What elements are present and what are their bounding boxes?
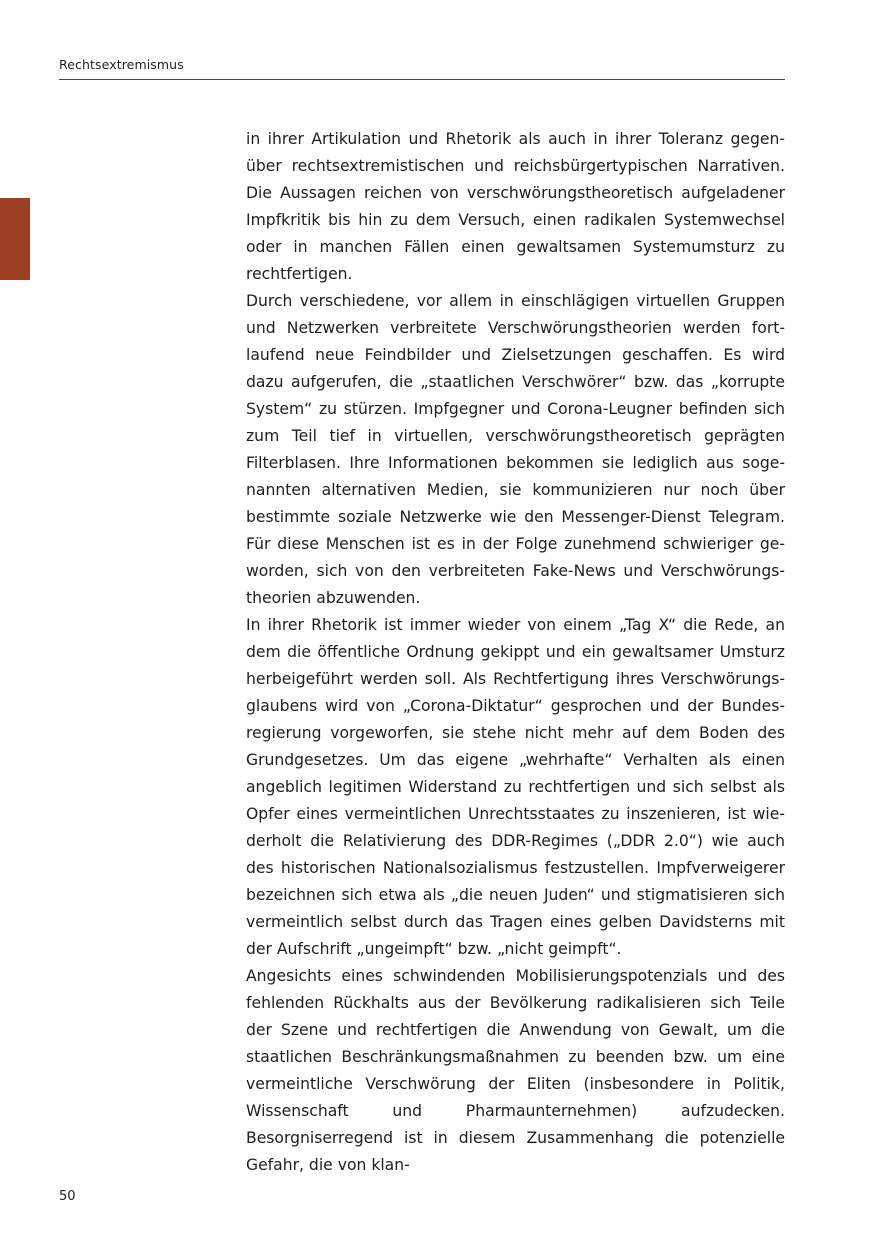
paragraph-1: in ihrer Artikulation und Rhetorik als auch in ihrer Toleranz gegenüber rechtsextremistischen und reichsbürgertypischen Narrativen. Die Aussagen reichen von verschwörungstheoretisch aufgeladener Impfkritik bis hin zu dem Versuch, einen radikalen Systemwechsel oder in manchen Fällen einen gewaltsamen Systemumsturz zu rechtfertigen. [246, 130, 785, 283]
paragraph-3: In ihrer Rhetorik ist immer wieder von einem „Tag X“ die Rede, an dem die öffentliche Ordnung gekippt und ein gewaltsamer Umsturz herbeigeführt werden soll. Als Rechtfertigung ihres Verschwörungsglaubens wird von „Corona-Diktatur“ gesprochen und der Bundesregierung vorgeworfen, sie stehe nicht mehr auf dem Boden des Grundgesetzes. Um das eigene „wehrhafte“ Verhalten als einen angeblich legitimen Widerstand zu rechtfertigen und sich selbst als Opfer eines vermeintlichen Unrechtsstaates zu inszenieren, ist wiederholt die Relativierung des DDR-Regimes („DDR 2.0“) wie auch des historischen Nationalsozialismus festzustellen. Impfverweigerer bezeichnen sich etwa als „die neuen Juden“ und stigmatisieren sich vermeintlich selbst durch das Tragen eines gelben Davidsterns mit der Aufschrift „ungeimpft“ bzw. „nicht geimpft“. [246, 616, 785, 958]
paragraph-2: Durch verschiedene, vor allem in einschlägigen virtuellen Gruppen und Netzwerken verbreitete Verschwörungstheorien werden fortlaufend neue Feindbilder und Zielsetzungen geschaffen. Es wird dazu aufgerufen, die „staatlichen Verschwörer“ bzw. das „korrupte System“ zu stürzen. Impfgegner und Corona-Leugner befinden sich zum Teil tief in virtuellen, verschwörungstheoretisch geprägten Filterblasen. Ihre Informationen bekommen sie lediglich aus sogenannten alternativen Medien, sie kommunizieren nur noch über bestimmte soziale Netzwerke wie den Messenger-Dienst Telegram. Für diese Menschen ist es in der Folge zunehmend schwieriger geworden, sich von den verbreiteten Fake-News und Verschwörungstheorien abzuwenden. [246, 292, 785, 607]
section-marker-tab [0, 198, 30, 280]
page-number: 50 [59, 1189, 76, 1204]
running-head-title: Rechtsextremismus [59, 57, 184, 72]
header-rule [59, 79, 785, 80]
paragraph-4: Angesichts eines schwindenden Mobilisierungspotenzials und des fehlenden Rückhalts aus der Bevölkerung radikalisieren sich Teile der Szene und rechtfertigen die Anwendung von Gewalt, um die staatlichen Beschränkungsmaßnahmen zu beenden bzw. um eine vermeintliche Verschwörung der Eliten (insbesondere in Politik, Wissenschaft und Pharmaunternehmen) aufzudecken. Besorgniserregend ist in diesem Zusammenhang die potenzielle Gefahr, die von klan- [246, 967, 785, 1174]
body-text [246, 126, 785, 1179]
